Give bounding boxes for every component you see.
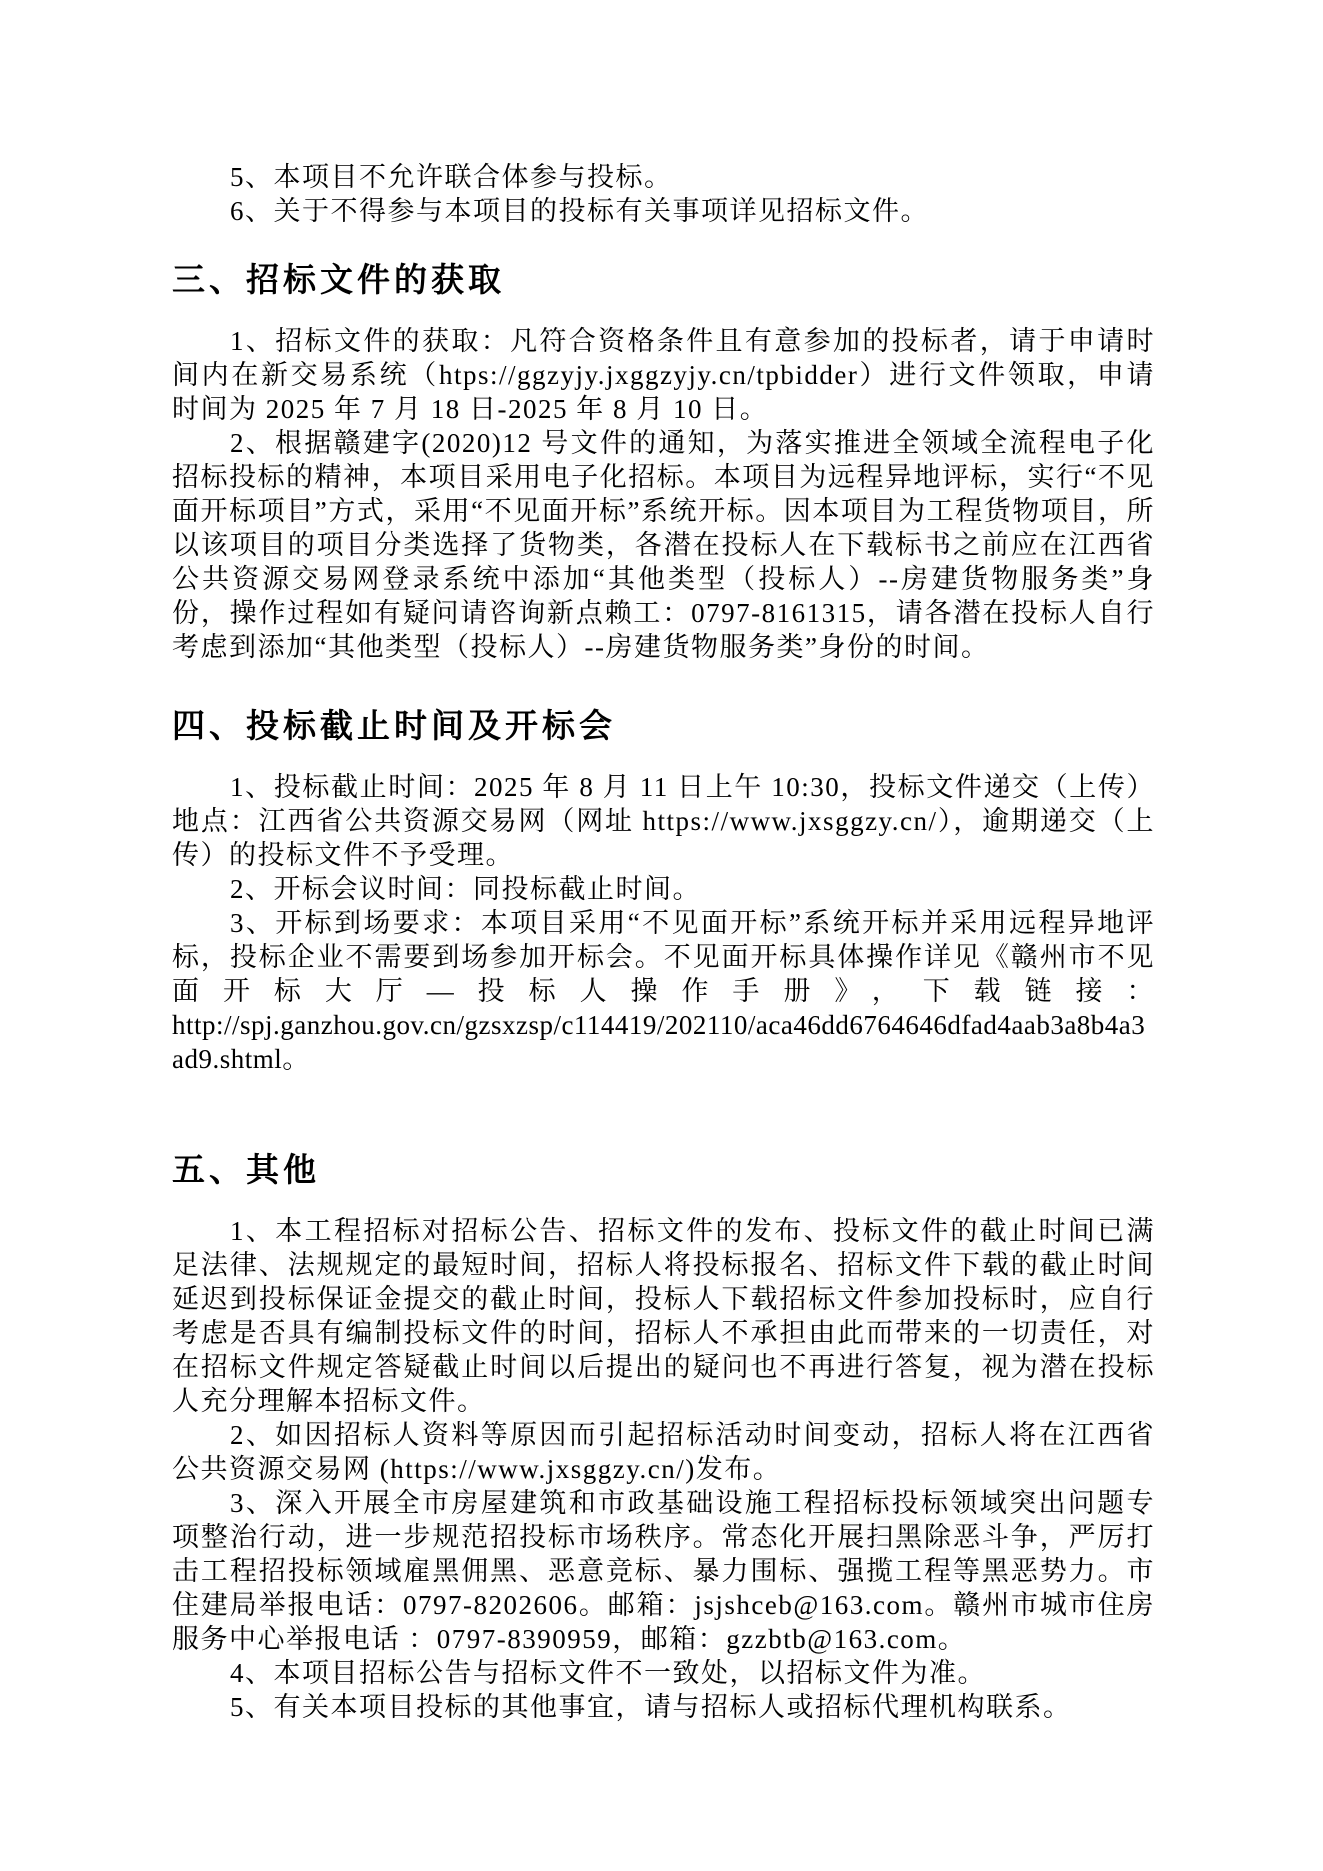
paragraph-opening-attendance: [172, 906, 1155, 1076]
paragraph-acquisition-method: 1、招标文件的获取：凡符合资格条件且有意参加的投标者，请于申请时间内在新交易系统（htps://ggzyjy.jxggzyjy.cn/tpbidder）进行文件领取，申请时间为 2025 年 7 月 18 日-2025 年 8 月 10 日。: [172, 326, 1155, 424]
paragraph-opening-meeting-time: 2、开标会议时间：同投标截止时间。: [230, 874, 702, 904]
section-heading-other: 五、其他: [172, 1151, 320, 1188]
paragraph-crackdown-hotlines: 3、深入开展全市房屋建筑和市政基础设施工程招标投标领域突出问题专项整治行动，进一步规范招投标市场秩序。常态化开展扫黑除恶斗争，严厉打击工程招投标领域雇黑佣黑、恶意竞标、暴力围标、强揽工程等黑恶势力。市住建局举报电话：0797-8202606。邮箱：jsjshceb@163.com。赣州市城市住房服务中心举报电话 ：0797-8390959，邮箱：gzzbtb@163.com。: [172, 1488, 1155, 1654]
list-item-ineligibility-notice: 6、关于不得参与本项目的投标有关事项详见招标文件。: [230, 196, 930, 226]
paragraph-document-prevails: 4、本项目招标公告与招标文件不一致处，以招标文件为准。: [230, 1658, 987, 1688]
paragraph-time-responsibility: 1、本工程招标对招标公告、招标文件的发布、投标文件的截止时间已满足法律、法规规定的最短时间，招标人将投标报名、招标文件下载的截止时间延迟到投标保证金提交的截止时间，投标人下载招标文件参加投标时，应自行考虑是否具有编制投标文件的时间，招标人不承担由此而带来的一切责任，对在招标文件规定答疑截止时间以后提出的疑问也不再进行答复，视为潜在投标人充分理解本招标文件。: [172, 1216, 1155, 1416]
paragraph-opening-attendance-end: 。: [282, 1044, 311, 1074]
section-heading-deadline-and-opening: 四、投标截止时间及开标会: [172, 707, 616, 744]
paragraph-other-matters-contact: 5、有关本项目投标的其他事宜，请与招标人或招标代理机构联系。: [230, 1692, 1072, 1722]
paragraph-bid-deadline: 1、投标截止时间：2025 年 8 月 11 日上午 10:30，投标文件递交（上传）地点：江西省公共资源交易网（网址 https://www.jxsggzy.cn/），逾期递交（上传）的投标文件不予受理。: [172, 772, 1155, 870]
list-item-no-joint-bidding: 5、本项目不允许联合体参与投标。: [230, 162, 673, 192]
manual-download-url: http://spj.ganzhou.gov.cn/gzsxzsp/c114419/202110/aca46dd6764646dfad4aab3a8b4a3ad9.shtml: [172, 1010, 1146, 1074]
section-heading-document-acquisition: 三、招标文件的获取: [172, 261, 505, 298]
paragraph-opening-attendance-text: 3、开标到场要求：本项目采用“不见面开标”系统开标并采用远程异地评标，投标企业不需要到场参加开标会。不见面开标具体操作详见《赣州市不见面开标大厅—投标人操作手册》，下载链接：: [172, 908, 1155, 1006]
paragraph-schedule-change: 2、如因招标人资料等原因而引起招标活动时间变动，招标人将在江西省公共资源交易网 (https://www.jxsggzy.cn/)发布。: [172, 1420, 1155, 1484]
paragraph-electronic-bidding: 2、根据赣建字(2020)12 号文件的通知，为落实推进全领域全流程电子化招标投标的精神，本项目采用电子化招标。本项目为远程异地评标，实行“不见面开标项目”方式，采用“不见面开标”系统开标。因本项目为工程货物项目，所以该项目的项目分类选择了货物类，各潜在投标人在下载标书之前应在江西省公共资源交易网登录系统中添加“其他类型（投标人）--房建货物服务类”身份，操作过程如有疑问请咨询新点赖工：0797-8161315，请各潜在投标人自行考虑到添加“其他类型（投标人）--房建货物服务类”身份的时间。: [172, 428, 1155, 662]
